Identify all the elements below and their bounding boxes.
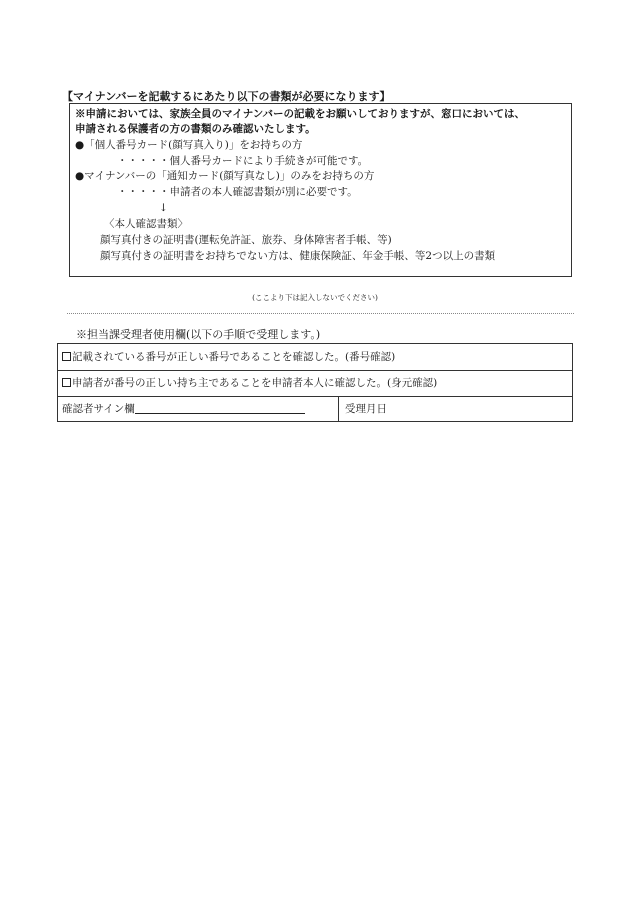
section-heading: 【マイナンバーを記載するにあたり以下の書類が必要になります】 [62, 90, 391, 103]
office-use-title: ※担当課受理者使用欄(以下の手順で受理します。) [76, 328, 321, 341]
intro-line-2: 申請される保護者の方の書類のみ確認いたします。 [75, 123, 316, 135]
case-2-label: ●マイナンバーの「通知カード(顔写真なし)」のみをお持ちの方 [75, 170, 375, 182]
intro-line-1: ※申請においては、家族全員のマイナンバーの記載をお願いしておりますが、窓口においては、 [75, 108, 526, 120]
checkbox-icon[interactable] [62, 378, 71, 387]
id-docs-title: 〈本人確認書類〉 [104, 218, 188, 230]
row-divider [58, 370, 572, 371]
checkbox-icon[interactable] [62, 352, 71, 361]
case-2-detail: ・・・・・申請者の本人確認書類が別に必要です。 [117, 186, 358, 198]
id-docs-line-1: 顔写真付きの証明書(運転免許証、旅券、身体障害者手帳、等) [100, 234, 392, 246]
column-divider [338, 396, 339, 421]
identity-check-label: 申請者が番号の正しい持ち主であることを申請者本人に確認した。(身元確認) [72, 377, 438, 389]
case-1-detail: ・・・・・個人番号カードにより手続きが可能です。 [117, 155, 369, 167]
identity-check-row [62, 376, 437, 390]
id-docs-line-2: 顔写真付きの証明書をお持ちでない方は、健康保険証、年金手帳、等2つ以上の書類 [100, 250, 496, 262]
signature-line[interactable] [135, 402, 305, 414]
row-divider [58, 396, 572, 397]
received-date-label: 受理月日 [345, 403, 387, 415]
down-arrow: ↓ [159, 202, 168, 214]
do-not-write-note: (ここより下は記入しないでください) [252, 293, 378, 302]
dotted-cut-line [67, 313, 574, 314]
number-check-label: 記載されている番号が正しい番号であることを確認した。(番号確認) [72, 351, 396, 363]
case-1-label: ●「個人番号カード(顔写真入り)」をお持ちの方 [75, 139, 303, 151]
signature-label: 確認者サイン欄 [62, 403, 135, 415]
office-use-table [57, 343, 573, 422]
signature-cell [62, 402, 305, 416]
required-documents-box [69, 103, 572, 277]
number-check-row [62, 350, 395, 364]
